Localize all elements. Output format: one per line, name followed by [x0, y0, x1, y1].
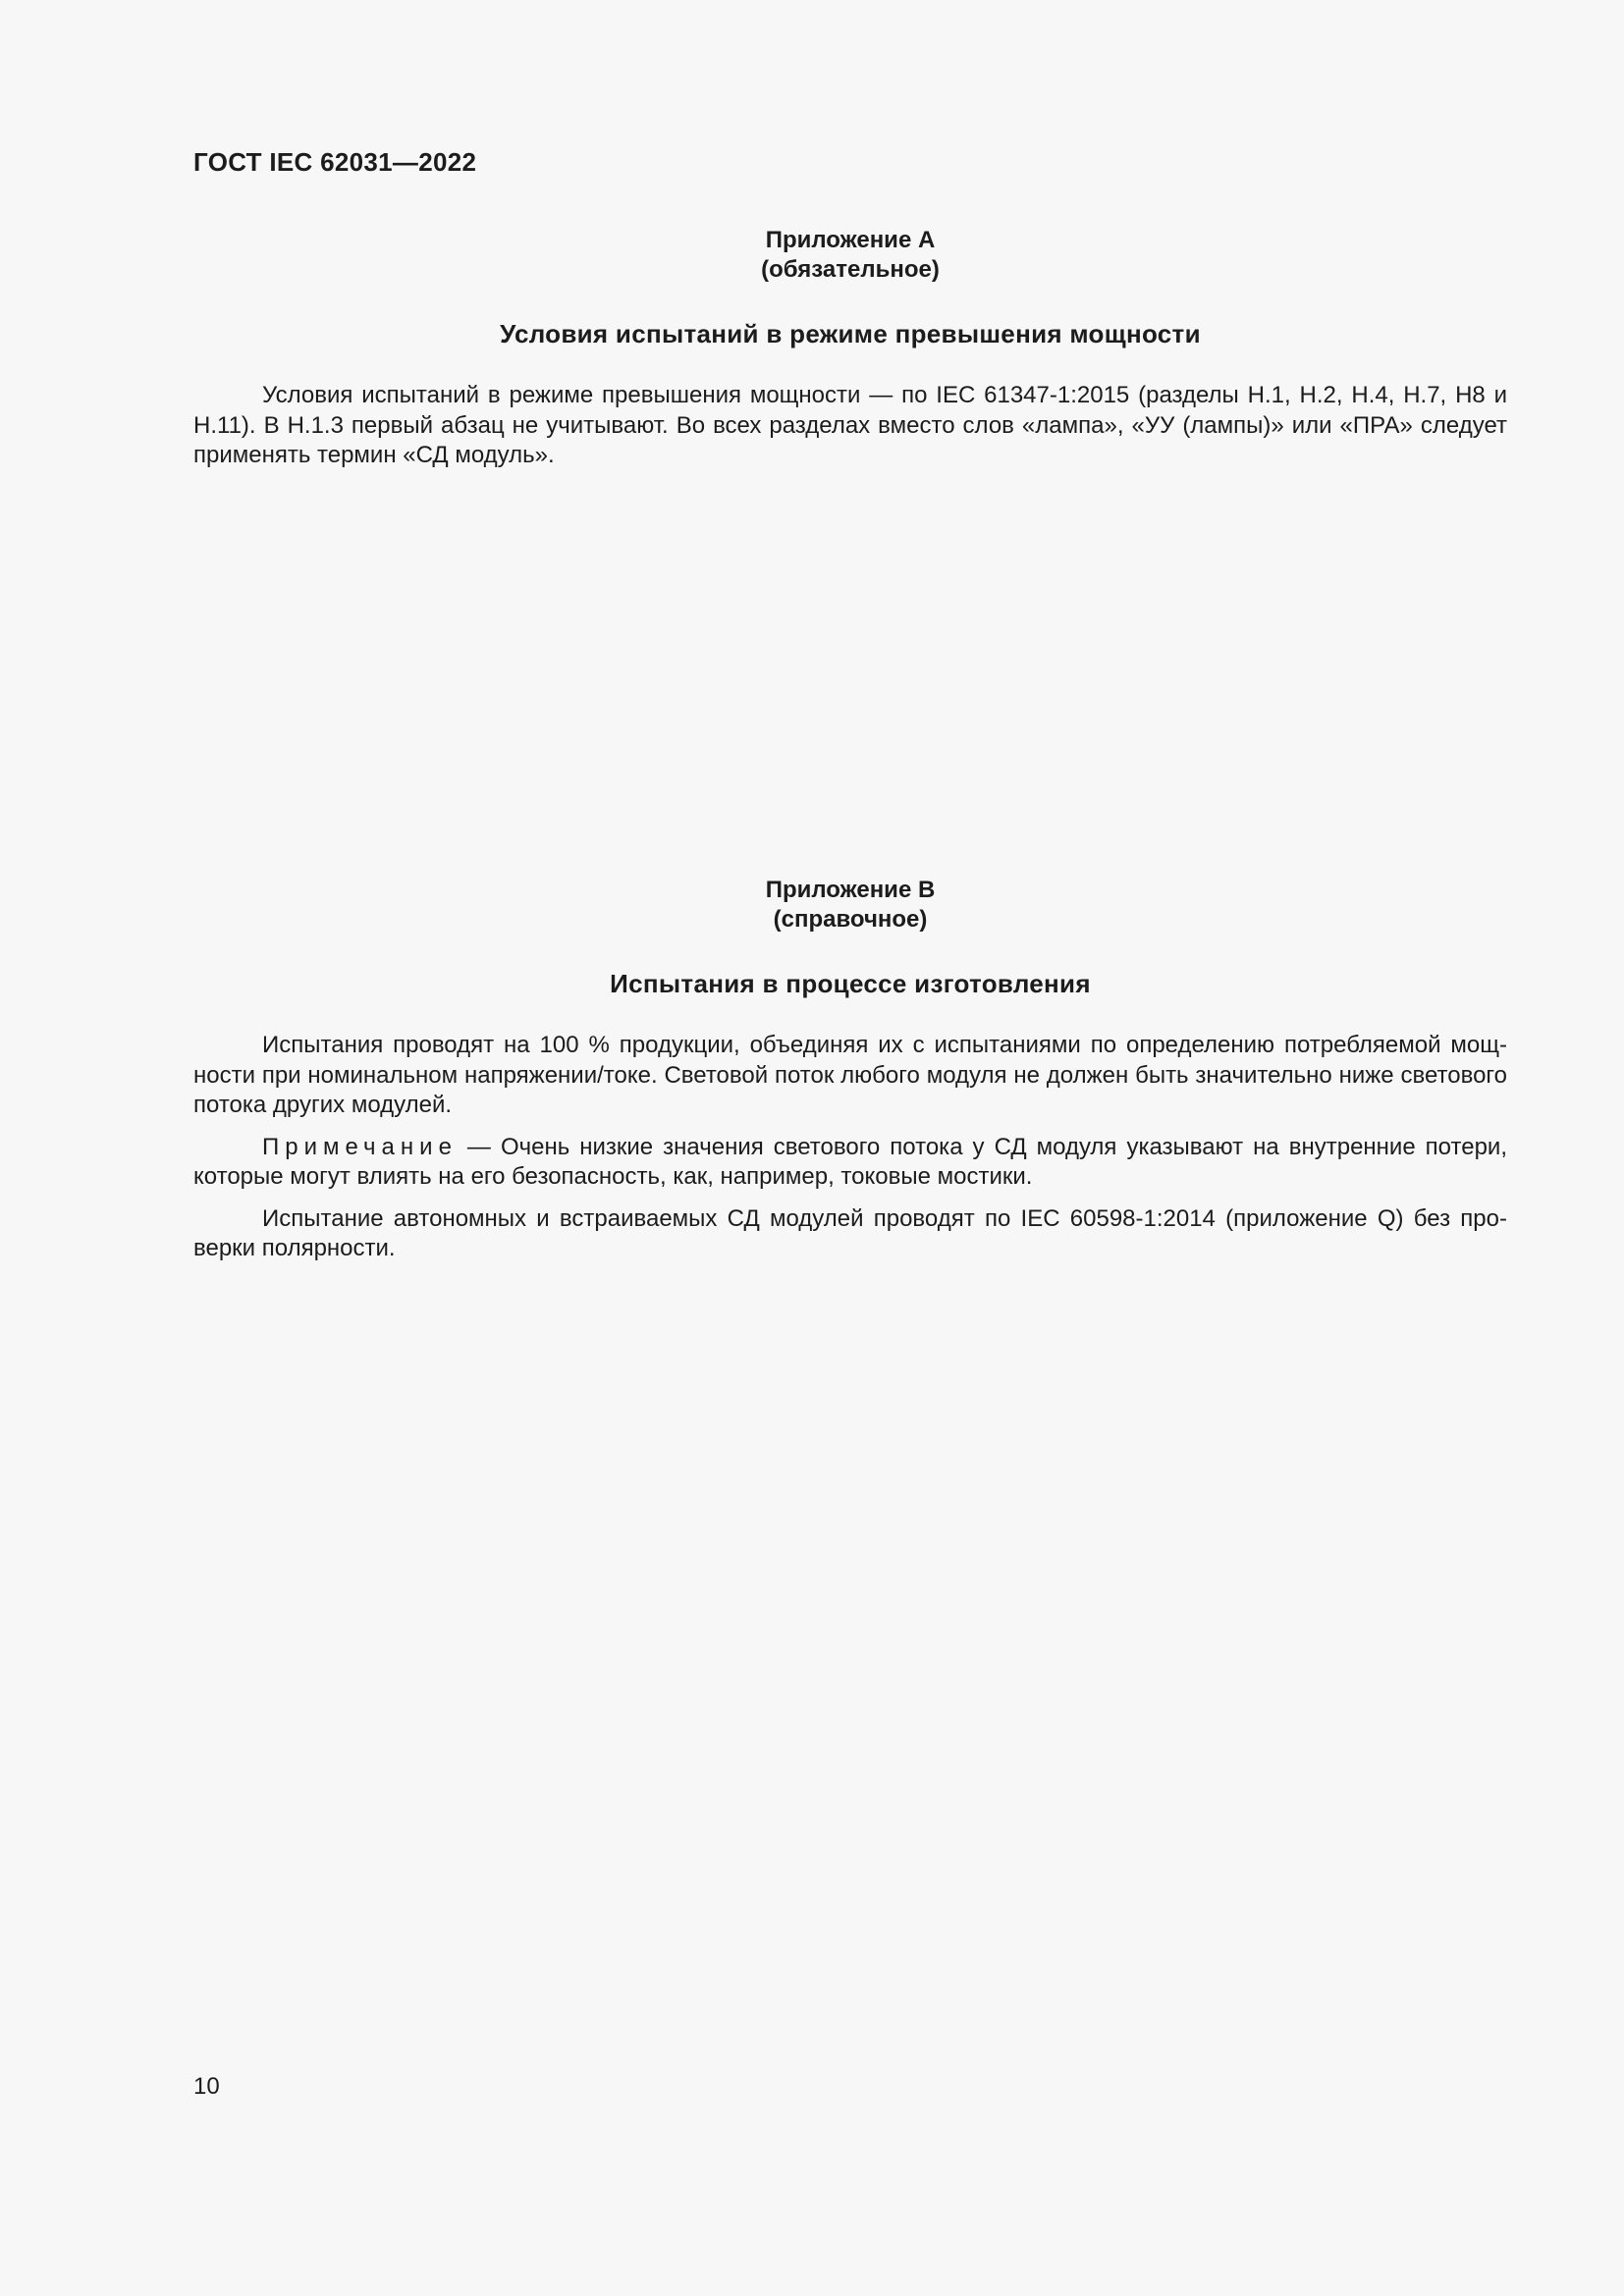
appendix-a-title: Условия испытаний в режиме превышения мощности	[500, 319, 1201, 348]
note-lead: Примечание	[262, 1133, 458, 1160]
appendix-b-status: (справочное)	[773, 906, 928, 933]
appendix-b-note	[193, 1133, 1507, 1193]
appendix-a-label: Приложение А	[765, 227, 936, 253]
appendix-a-status: (обязательное)	[761, 256, 940, 283]
appendix-a-paragraph: Условия испытаний в режиме превышения мощности — по IEC 61347-1:2015 (разделы Н.1, Н.2, Н.4, Н.7, Н8 и Н.11). В Н.1.3 первый абзац не учитывают. Во всех разделах вместо слов «лампа», «УУ (лампы)» или «ПРА» следует применять термин «СД модуль».	[193, 382, 1507, 468]
appendix-a	[193, 226, 1507, 483]
note-text: — Очень низкие значения светового потока у СД модуля указывают на внутренние потери, которые могут влиять на его безопасность, как, например, токовые мостики.	[193, 1133, 1507, 1190]
appendix-b-title: Испытания в процессе изготовления	[610, 969, 1091, 998]
appendix-b	[193, 876, 1507, 1276]
page-number: 10	[193, 2073, 220, 2100]
document-header: ГОСТ IEC 62031—2022	[193, 147, 477, 177]
appendix-b-paragraph-2: Испытание автономных и встраиваемых СД модулей проводят по IEC 60598-1:2014 (приложение Q) без проверки полярности.	[193, 1204, 1507, 1261]
appendix-b-label: Приложение В	[765, 877, 936, 903]
appendix-b-paragraph-1: Испытания проводят на 100 % продукции, объединяя их с испытаниями по определению потребляемой мощности при номинальном напряжении/токе. Световой поток любого модуля не должен быть значительно ниже светового потока других модулей.	[193, 1032, 1507, 1118]
